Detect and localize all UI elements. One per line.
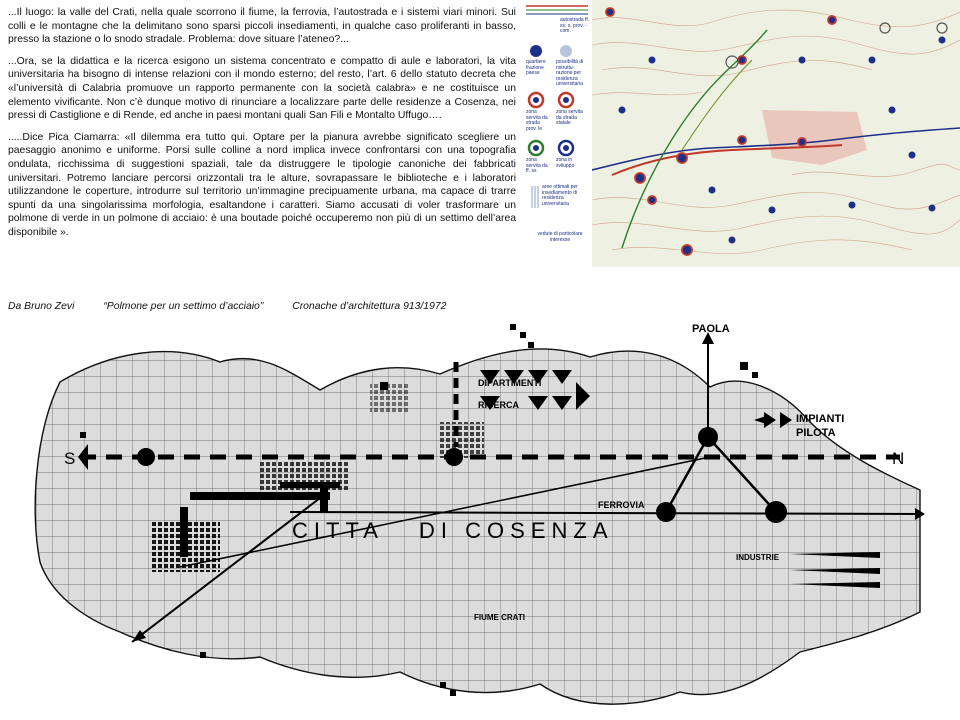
legend-zona-ffss: zona servita da ff. ss [526,157,548,175]
territory-map [592,0,960,267]
paragraph-1: ...Il luogo: la valle del Crati, nella quale scorrono il fiume, la ferrovia, l’autostrada e i sistemi viari minori. Sui colli e le montagne che la delimitano sono sparsi piccoli insediamenti, in qualche caso proliferanti in basso, presso la stazione o lo snodo stradale. Problema: dove situare l’ateneo?... [8,7,516,46]
citation-author: Da Bruno Zevi [8,301,75,312]
label-south: S [64,449,76,468]
label-dipartimenti: DIPARTIMENTI [478,378,542,388]
article-text [8,6,516,248]
paragraph-3: .....Dice Pica Ciamarra: «Il dilemma era tutto qui. Optare per la pianura avrebbe significato scegliere un paesaggio anonimo e uniforme. Porsi sulle colline a nord implica invece confrontarsi con una topografia ondulata, ricchissima di suggestioni spaziali, tale da distruggere le tipologie canoniche dei fabbricati universitari. Potremo lanciare percorsi orizzontali tra le alture, sovrapassare le biblioteche e i laboratori utilizzandone le coperture, introdurre sul territorio un’immagine precipuamente urbana, ma capace di trarre spunti da una singolarissima morfologia, esaltandone i caratteri. Siamo accusati di voler trasformare un polmone di verde in un polmone di acciaio: è una boutade poiché occuperemo non più di un settimo dell’area disponibile ». [8,131,516,238]
legend-zona-sviluppo: zona in sviluppo [556,157,575,169]
paragraph-2: ...Ora, se la didattica e la ricerca esigono un sistema concentrato e compatto di aule e laboratori, la vita universitaria ha bisogno di intense relazioni con il mondo esterno; del resto, l’art. 6 dello statuto decreta che «l’università di Calabria promuove un rapporto permanente con la società calabra» e ne costituisce un elemento vivificante. Non c’è dunque motivo di rinunciare a localizzare parte delle residenze a Cosenza, nei pressi di Castiglione e di Rende, ed anche in paesi montani quali San Fili e Montalto Uffugo…. [8,55,516,122]
legend-zona-prov: zona servita da strada prov. le [526,109,548,132]
label-north: N [892,449,905,468]
label-paola: PAOLA [692,323,730,335]
legend-vedute: vedute di particolare interesse [537,231,583,243]
legend-quartiere: quartiere frazione paese [526,59,546,77]
citation-source: Cronache d’architettura 913/1972 [292,301,447,312]
legend-aree: aree ottimali per insediamento di residenza universitaria [542,184,578,207]
citation-title: “Polmone per un settimo d’acciaio” [103,301,264,312]
label-pilota: PILOTA [796,427,836,439]
label-citta-di-cosenza: CITTA DI COSENZA [292,518,614,543]
cosenza-plan-drawing [20,312,940,720]
legend-road-lines: autostrada ff. ss. s. prov. - com. [560,17,590,35]
map-legend [522,0,592,267]
legend-symbols [522,0,592,267]
label-impianti: IMPIANTI [796,413,845,425]
legend-ristrutturazione: possibilità di ristruttu- razione per residenza universitaria [556,59,584,88]
citation [8,301,472,312]
label-industrie: INDUSTRIE [736,553,780,562]
label-fiume-crati: FIUME CRATI [474,613,525,622]
legend-zona-statale: zona servita da strada statale [556,109,583,127]
label-ricerca: RICERCA [478,400,520,410]
label-ferrovia: FERROVIA [598,500,645,510]
